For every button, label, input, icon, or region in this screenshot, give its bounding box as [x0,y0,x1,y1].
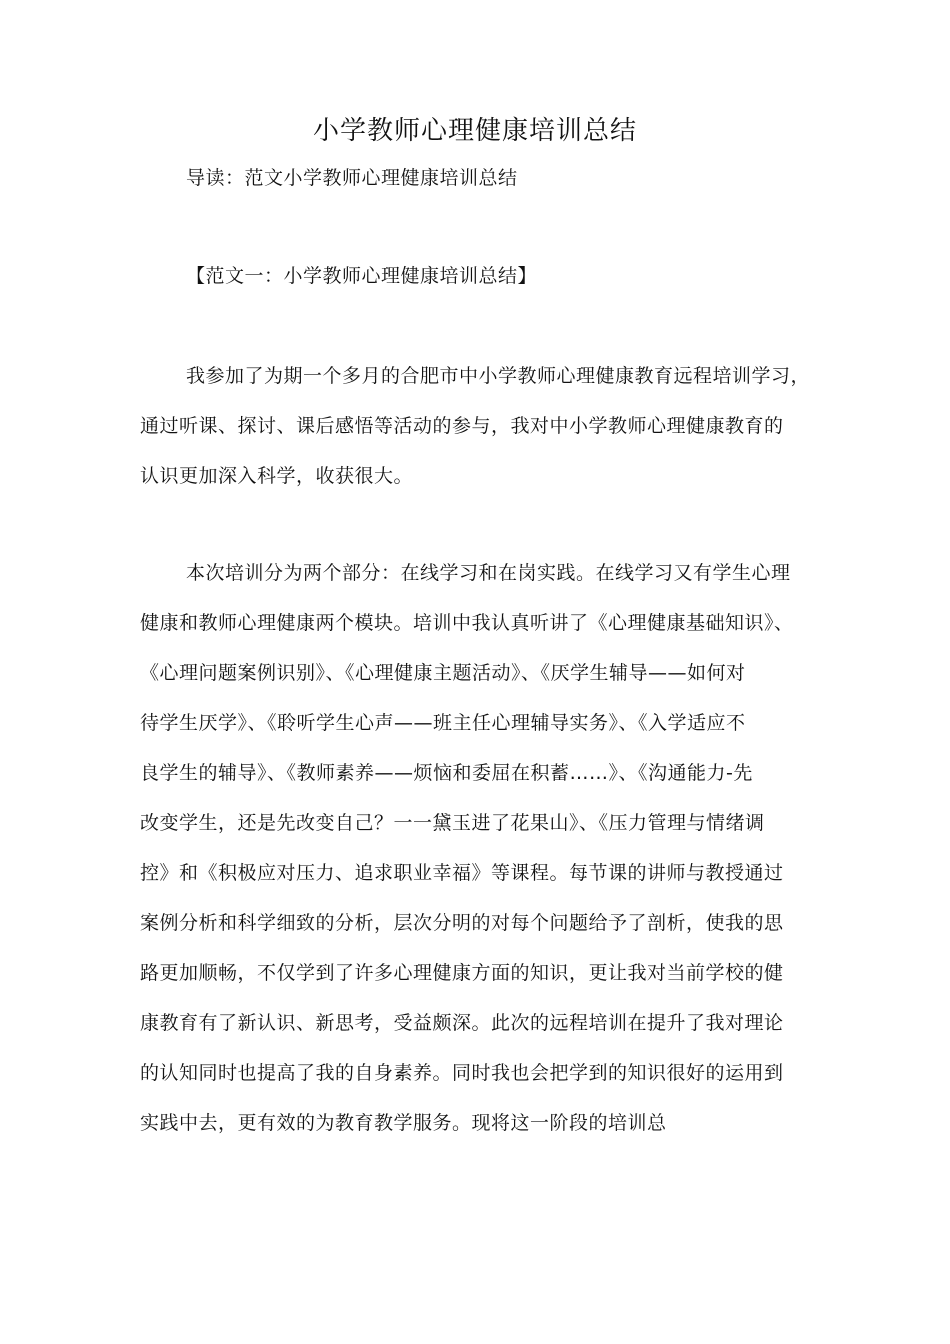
paragraph-line: 良学生的辅导》、《教师素养——烦恼和委屈在积蓄……》、《沟通能力-先 [140,762,753,784]
paragraph-line: 待学生厌学》、《聆听学生心声——班主任心理辅导实务》、《入学适应不 [140,712,746,734]
paragraph-line: 案例分析和科学细致的分析，层次分明的对每个问题给予了剖析，使我的思 [140,912,784,934]
paragraph-2 [140,558,820,1158]
paragraph-line: 改变学生，还是先改变自己？一一黛玉进了花果山》、《压力管理与情绪调 [140,812,765,834]
paragraph-line: 《心理问题案例识别》、《心理健康主题活动》、《厌学生辅导——如何对 [140,662,746,684]
paragraph-line: 通过听课、探讨、课后感悟等活动的参与，我对中小学教师心理健康教育的 [140,415,784,437]
paragraph-line: 康教育有了新认识、新思考，受益颇深。此次的远程培训在提升了我对理论 [140,1012,784,1034]
paragraph-line: 认识更加深入科学，收获很大。 [140,465,414,487]
paragraph-line: 健康和教师心理健康两个模块。培训中我认真听讲了《心理健康基础知识》、 [140,612,794,634]
paragraph-line: 控》和《积极应对压力、追求职业幸福》等课程。每节课的讲师与教授通过 [140,862,784,884]
section-heading: 【范文一：小学教师心理健康培训总结】 [186,265,538,287]
paragraph-line: 路更加顺畅，不仅学到了许多心理健康方面的知识，更让我对当前学校的健 [140,962,784,984]
paragraph-line: 的认知同时也提高了我的自身素养。同时我也会把学到的知识很好的运用到 [140,1062,784,1084]
paragraph-1 [140,361,820,511]
lead-text: 导读：范文小学教师心理健康培训总结 [186,167,518,189]
paragraph-line: 本次培训分为两个部分：在线学习和在岗实践。在线学习又有学生心理 [186,562,791,584]
document-title: 小学教师心理健康培训总结 [312,116,637,146]
paragraph-line: 实践中去，更有效的为教育教学服务。现将这一阶段的培训总 [140,1112,667,1134]
paragraph-line: 我参加了为期一个多月的合肥市中小学教师心理健康教育远程培训学习， [186,365,811,387]
